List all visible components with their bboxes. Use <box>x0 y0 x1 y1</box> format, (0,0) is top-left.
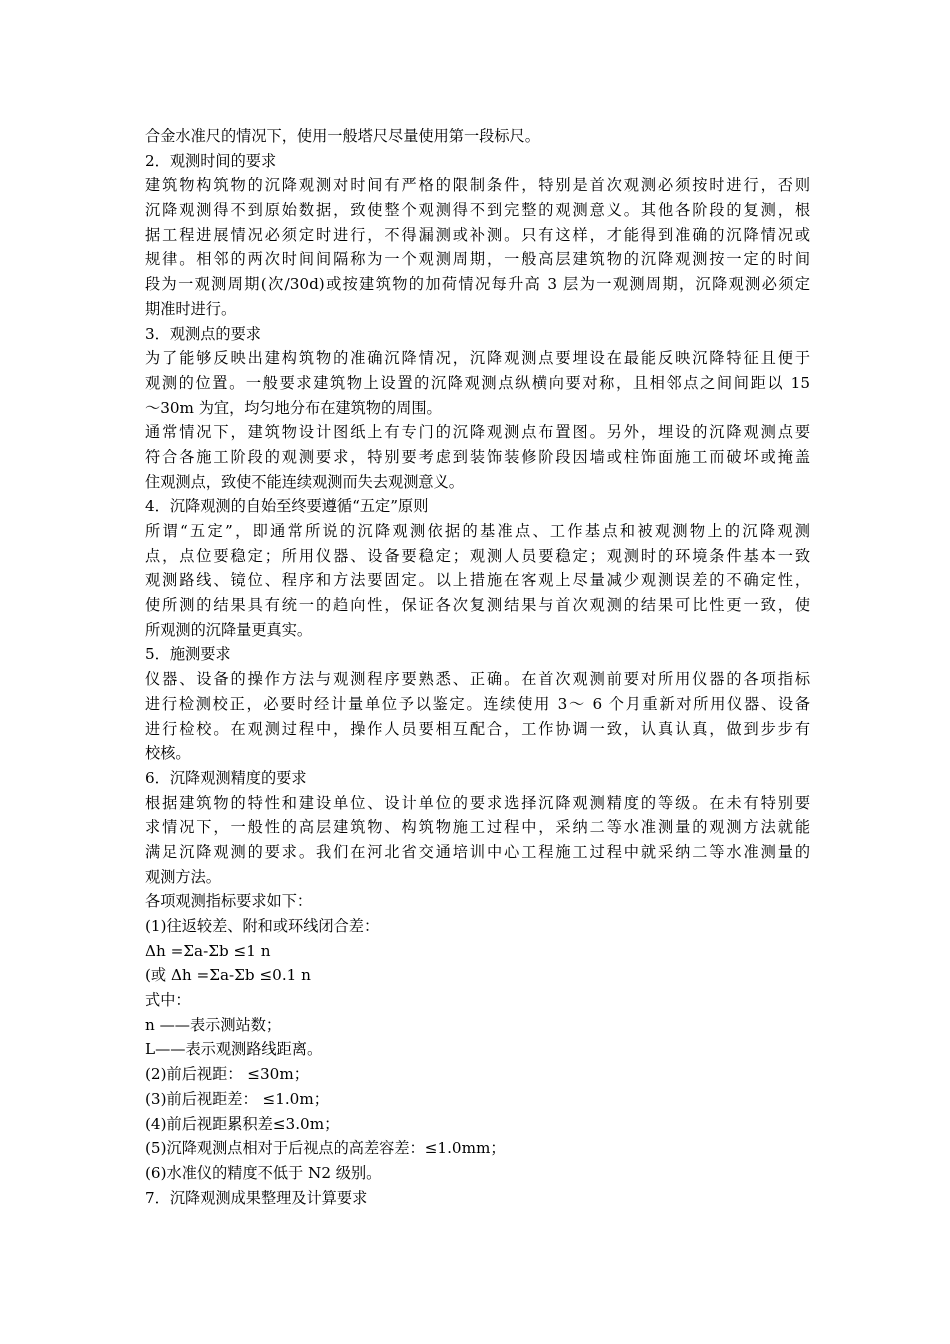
text-line: 期准时进行。 <box>145 299 237 318</box>
text-line: 2．观测时间的要求 <box>145 151 277 170</box>
text-line: 4．沉降观测的自始至终要遵循“五定”原则 <box>145 497 429 516</box>
text-line: 住观测点，致使不能连续观测而失去观测意义。 <box>145 472 464 491</box>
text-line: 3．观测点的要求 <box>145 324 261 343</box>
text-line: 校核。 <box>145 744 191 763</box>
text-line: 观测的位置。一般要求建筑物上设置的沉降观测点纵横向要对称，且相邻点之间间距以 15 <box>145 373 810 392</box>
text-line: Δh =Σa-Σb ≤1 n <box>145 941 271 960</box>
text-line: 据工程进展情况必须定时进行，不得漏测或补测。只有这样，才能得到准确的沉降情况或 <box>145 225 810 244</box>
text-line: ～30m 为宜，均匀地分布在建筑物的周围。 <box>145 398 442 417</box>
text-line: 观测路线、镜位、程序和方法要固定。以上措施在客观上尽量减少观测误差的不确定性， <box>145 571 810 590</box>
text-line: 式中： <box>145 991 191 1010</box>
text-line: 使所测的结果具有统一的趋向性，保证各次复测结果与首次观测的结果可比性更一致，使 <box>145 596 810 615</box>
text-line: 观测方法。 <box>145 867 221 886</box>
text-line: 通常情况下，建筑物设计图纸上有专门的沉降观测点布置图。另外，埋设的沉降观测点要 <box>145 423 810 442</box>
text-line: n ——表示测站数； <box>145 1015 282 1034</box>
text-line: (1)往返较差、附和或环线闭合差： <box>145 917 380 935</box>
text-line: (或 Δh =Σa-Σb ≤0.1 n <box>145 966 311 985</box>
text-line: 规律。相邻的两次时间间隔称为一个观测周期，一般高层建筑物的沉降观测按一定的时间 <box>145 250 810 269</box>
text-line: (6)水准仪的精度不低于 N2 级别。 <box>145 1163 382 1182</box>
text-line: L——表示观测路线距离。 <box>145 1040 323 1059</box>
document-body <box>145 124 810 1210</box>
text-line: 进行检校。在观测过程中，操作人员要相互配合，工作协调一致，认真认真，做到步步有 <box>145 719 810 738</box>
text-line: 7．沉降观测成果整理及计算要求 <box>145 1188 368 1207</box>
text-line: 满足沉降观测的要求。我们在河北省交通培训中心工程施工过程中就采纳二等水准测量的 <box>145 842 810 861</box>
text-line: 6．沉降观测精度的要求 <box>145 768 307 787</box>
text-line: (5)沉降观测点相对于后视点的高差容差：≤1.0mm； <box>145 1139 506 1158</box>
text-line: (4)前后视距累积差≤3.0m； <box>145 1114 340 1133</box>
text-line: 沉降观测得不到原始数据，致使整个观测得不到完整的观测意义。其他各阶段的复测，根 <box>145 201 810 220</box>
text-line: 所观测的沉降量更真实。 <box>145 620 313 639</box>
text-line: 建筑物构筑物的沉降观测对时间有严格的限制条件，特别是首次观测必须按时进行，否则 <box>145 176 810 195</box>
text-line: 段为一观测周期(次/30d)或按建筑物的加荷情况每升高 3 层为一观测周期，沉降观测必须定 <box>145 275 810 294</box>
text-line: 5．施测要求 <box>145 645 231 664</box>
text-line: (3)前后视距差： ≤1.0m； <box>145 1089 329 1108</box>
text-line: 进行检测校正，必要时经计量单位予以鉴定。连续使用 3～ 6 个月重新对所用仪器、设备 <box>145 694 810 713</box>
text-line: (2)前后视距： ≤30m； <box>145 1065 309 1084</box>
text-line: 根据建筑物的特性和建设单位、设计单位的要求选择沉降观测精度的等级。在未有特别要 <box>145 793 810 812</box>
text-line: 所谓“五定”，即通常所说的沉降观测依据的基准点、工作基点和被观测物上的沉降观测 <box>145 522 810 540</box>
text-line: 求情况下，一般性的高层建筑物、构筑物施工过程中，采纳二等水准测量的观测方法就能 <box>145 818 810 837</box>
text-line: 符合各施工阶段的观测要求，特别要考虑到装饰装修阶段因墙或柱饰面施工而破坏或掩盖 <box>145 447 810 466</box>
text-line: 仪器、设备的操作方法与观测程序要熟悉、正确。在首次观测前要对所用仪器的各项指标 <box>145 670 810 689</box>
text-line: 合金水准尺的情况下，使用一般塔尺尽量使用第一段标尺。 <box>145 127 540 145</box>
text-line: 为了能够反映出建构筑物的准确沉降情况，沉降观测点要埋设在最能反映沉降特征且便于 <box>145 349 810 368</box>
text-line: 各项观测指标要求如下： <box>145 892 313 911</box>
text-line: 点，点位要稳定；所用仪器、设备要稳定；观测人员要稳定；观测时的环境条件基本一致 <box>145 546 810 565</box>
